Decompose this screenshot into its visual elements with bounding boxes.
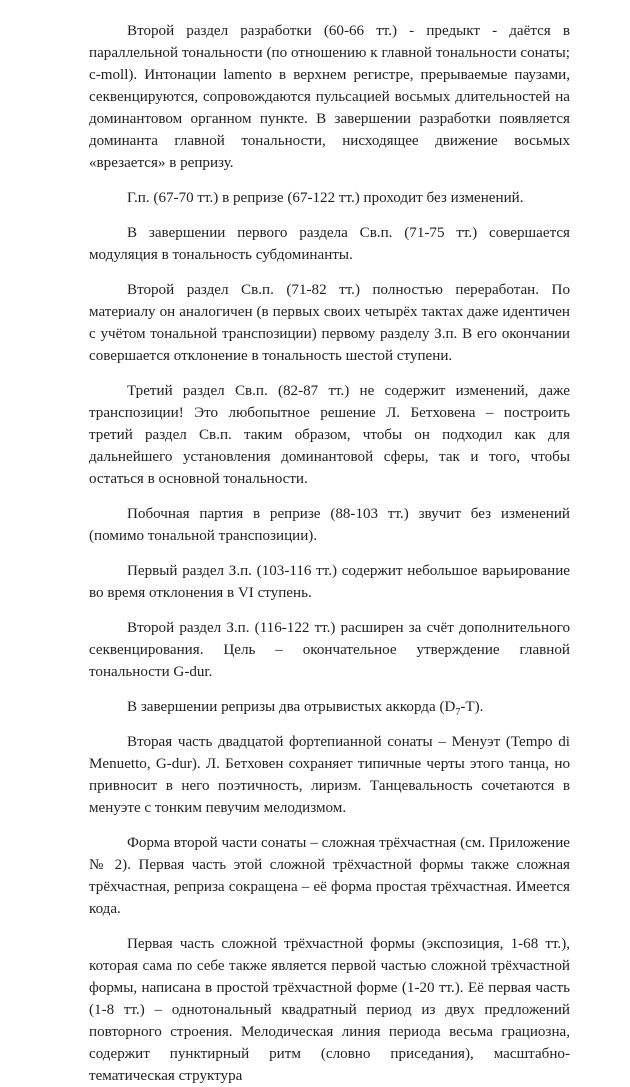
paragraph-recap-ending bbox=[89, 696, 570, 718]
paragraph-secondary-theme-recap: Побочная партия в репризе (88-103 тт.) звучит без изменений (помимо тональной транспозиции). bbox=[89, 506, 570, 544]
paragraph-second-movement-intro: Вторая часть двадцатой фортепианной сонаты – Менуэт (Tempo di Menuetto, G-dur). Л. Бетховен сохраняет типичные черты этого танца, но привносит в него поэтичность, лиризм. Танцевальность сочетаются в менуэте с тонким певучим мелодизмом. bbox=[89, 734, 570, 816]
paragraph-transition-third-section: Третий раздел Св.п. (82-87 тт.) не содержит изменений, даже транспозиции! Это любопытное решение Л. Бетховена – построить третий раздел Св.п. таким образом, чтобы он подходил как для дальнейшего установления доминантовой сферы, так и того, чтобы остаться в основной тональности. bbox=[89, 383, 570, 487]
paragraph-closing-second-section: Второй раздел З.п. (116-122 тт.) расширен за счёт дополнительного секвенцирования. Цель – окончательное утверждение главной тональности G-dur. bbox=[89, 620, 570, 680]
recap-ending-text: В завершении репризы два отрывистых аккорда (D bbox=[127, 699, 456, 715]
paragraph-first-part-form: Первая часть сложной трёхчастной формы (экспозиция, 1-68 тт.), которая сама по себе также является первой частью сложной трёхчастной формы, написана в простой трёхчастной форме (1-20 тт.). Её первая часть (1-8 тт.) – однотональный квадратный период из двух предложений повторного строения. Мелодическая линия периода весьма грациозна, содержит пунктирный ритм (словно приседания), масштабно-тематическая структура bbox=[89, 936, 570, 1084]
paragraph-closing-first-section: Первый раздел З.п. (103-116 тт.) содержит небольшое варьирование во время отклонения в VI ступень. bbox=[89, 563, 570, 601]
paragraph-second-movement-form: Форма второй части сонаты – сложная трёхчастная (см. Приложение № 2). Первая часть этой сложной трёхчастной формы также сложная трёхчастная, реприза сокращена – её форма простая трёхчастная. Имеется кода. bbox=[89, 835, 570, 917]
paragraph-development-second-section: Второй раздел разработки (60-66 тт.) - предыкт - даётся в параллельной тональности (по отношению к главной тональности сонаты; c-moll). Интонации lamento в верхнем регистре, прерываемые паузами, секвенцируются, сопровождаются пульсацией восьмых длительностей на доминантовом органном пункте. В завершении разработки появляется доминанта главной тональности, нисходящее движение восьмых «врезается» в репризу. bbox=[89, 23, 570, 171]
paragraph-main-theme-recap: Г.п. (67-70 тт.) в репризе (67-122 тт.) проходит без изменений. bbox=[127, 190, 524, 206]
paragraph-transition-first-section: В завершении первого раздела Св.п. (71-75 тт.) совершается модуляция в тональность субдоминанты. bbox=[89, 225, 570, 263]
chord-subscript: 7 bbox=[455, 707, 461, 719]
paragraph-transition-second-section: Второй раздел Св.п. (71-82 тт.) полностью переработан. По материалу он аналогичен (в первых своих четырёх тактах даже идентичен с учётом тональной транспозиции) первому разделу З.п. В его окончании совершается отклонение в тональность шестой ступени. bbox=[89, 282, 570, 364]
recap-ending-tail: -T). bbox=[460, 699, 484, 715]
